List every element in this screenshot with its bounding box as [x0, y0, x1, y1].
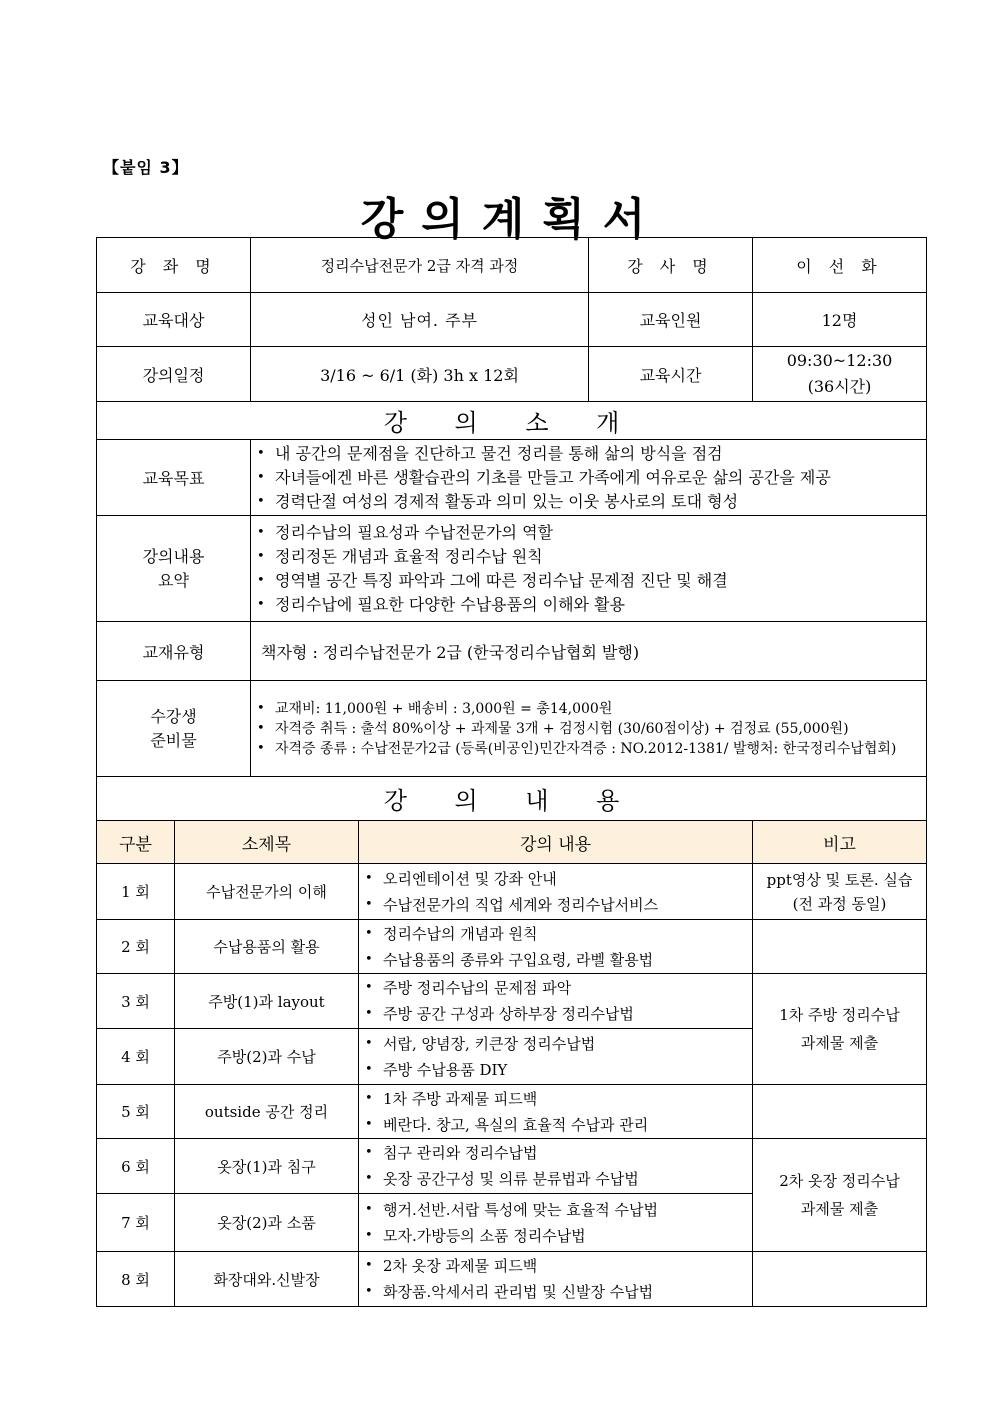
session-number: 4 회: [97, 1029, 175, 1085]
session-content: [359, 864, 753, 920]
summary-label-line1: 강의내용: [142, 546, 205, 566]
page-title: 강의계획서: [360, 194, 664, 245]
session-content: [359, 974, 753, 1029]
attachment-label: 【붙임 3】: [103, 158, 189, 177]
goal-label: 교육목표: [97, 440, 251, 516]
session-subtitle: 옷장(1)과 침구: [175, 1139, 359, 1194]
session-number: 3 회: [97, 974, 175, 1029]
prep-label-line2: 준비물: [150, 730, 197, 750]
session-item: • 2차 옷장 과제물 피드백: [383, 1253, 752, 1279]
prep-list: [251, 699, 926, 759]
summary-item: • 영역별 공간 특징 파악과 그에 따른 정리수납 문제점 진단 및 해결: [275, 569, 926, 593]
summary-label: [97, 516, 251, 622]
header-subtitle: 소제목: [175, 821, 359, 864]
session-content: [359, 920, 753, 974]
prep-item: • 자격증 종류 : 수납전문가2급 (등록(비공인)민간자격증 : NO.2012-1381/ 발행처: 한국정리수납협회): [275, 739, 926, 759]
session-number: 6 회: [97, 1139, 175, 1194]
prep-item: • 교재비: 11,000원 + 배송비 : 3,000원 = 총14,000원: [275, 699, 926, 719]
prep-label: [97, 681, 251, 777]
note-line1: ppt영상 및 토론. 실습: [766, 870, 913, 889]
session-item: • 서랍, 양념장, 키큰장 정리수납법: [383, 1031, 752, 1057]
session-item: • 행거.선반.서랍 특성에 맞는 효율적 수납법: [383, 1197, 752, 1223]
session-number: 1 회: [97, 864, 175, 920]
header-content: 강의 내용: [359, 821, 753, 864]
closet-note-line1: 2차 옷장 정리수납: [779, 1172, 900, 1190]
session-content: [359, 1252, 753, 1307]
headcount-label: 교육인원: [589, 293, 753, 347]
summary-item: • 정리수납에 필요한 다양한 수납용품의 이해와 활용: [275, 593, 926, 617]
session-subtitle: 주방(1)과 layout: [175, 974, 359, 1029]
header-note: 비고: [753, 821, 927, 864]
session-note-empty: [753, 1252, 927, 1307]
session-note-empty: [753, 1085, 927, 1139]
course-info-table: [96, 237, 927, 402]
session-content: [359, 1194, 753, 1252]
session-subtitle: 수납전문가의 이해: [175, 864, 359, 920]
closet-assignment-note: [753, 1139, 927, 1252]
prep-label-line1: 수강생: [150, 706, 197, 726]
session-note: [753, 864, 927, 920]
target-label: 교육대상: [97, 293, 251, 347]
session-item: • 수납전문가의 직업 세계와 정리수납서비스: [383, 892, 752, 918]
material-label: 교재유형: [97, 622, 251, 681]
summary-item: • 정리수납의 필요성과 수납전문가의 역할: [275, 521, 926, 545]
note-line2: (전 과정 동일): [792, 894, 887, 913]
session-number: 5 회: [97, 1085, 175, 1139]
session-number: 7 회: [97, 1194, 175, 1252]
course-intro-table: [96, 401, 927, 777]
summary-label-line2: 요약: [158, 570, 189, 590]
session-item: • 옷장 공간구성 및 의류 분류법과 수납법: [383, 1166, 752, 1192]
session-item: • 화장품.악세서리 관리법 및 신발장 수납법: [383, 1279, 752, 1305]
schedule-label: 강의일정: [97, 347, 251, 402]
content-section-title: 강 의 내 용: [97, 777, 927, 821]
goal-list: [251, 442, 926, 514]
session-number: 2 회: [97, 920, 175, 974]
kitchen-note-line2: 과제물 제출: [800, 1034, 879, 1052]
target-value: 성인 남여. 주부: [251, 293, 589, 347]
header-division: 구분: [97, 821, 175, 864]
summary-item: • 정리정돈 개념과 효율적 정리수납 원칙: [275, 545, 926, 569]
prep-item: • 자격증 취득 : 출석 80%이상 + 과제물 3개 + 검정시험 (30/60점이상) + 검정료 (55,000원): [275, 719, 926, 739]
session-number: 8 회: [97, 1252, 175, 1307]
time-value-total: (36시간): [807, 377, 872, 396]
kitchen-note-line1: 1차 주방 정리수납: [779, 1006, 900, 1024]
session-item: • 1차 주방 과제물 피드백: [383, 1086, 752, 1112]
table-row: [97, 1085, 927, 1139]
session-item: • 모자.가방등의 소품 정리수납법: [383, 1223, 752, 1249]
time-value: [753, 347, 927, 402]
session-subtitle: 옷장(2)과 소품: [175, 1194, 359, 1252]
time-value-hours: 09:30~12:30: [786, 351, 893, 370]
session-item: • 베란다. 창고, 욕실의 효율적 수납과 관리: [383, 1112, 752, 1138]
goal-item: • 경력단절 여성의 경제적 활동과 의미 있는 이웃 봉사로의 토대 형성: [275, 490, 926, 514]
summary-list: [251, 521, 926, 617]
goal-item: • 내 공간의 문제점을 진단하고 물건 정리를 통해 삶의 방식을 점검: [275, 442, 926, 466]
session-item: • 주방 수납용품 DIY: [383, 1057, 752, 1083]
session-item: • 오리엔테이션 및 강좌 안내: [383, 866, 752, 892]
headcount-value: 12명: [753, 293, 927, 347]
goal-cell: [251, 440, 927, 516]
course-content-table: [96, 776, 927, 1307]
table-row: [97, 1139, 927, 1194]
session-item: • 침구 관리와 정리수납법: [383, 1140, 752, 1166]
session-subtitle: outside 공간 정리: [175, 1085, 359, 1139]
course-name-value: 정리수납전문가 2급 자격 과정: [251, 238, 589, 293]
session-subtitle: 수납용품의 활용: [175, 920, 359, 974]
closet-note-line2: 과제물 제출: [800, 1200, 879, 1218]
session-subtitle: 화장대와.신발장: [175, 1252, 359, 1307]
intro-section-title: 강 의 소 개: [97, 402, 927, 440]
session-item: • 정리수납의 개념과 원칙: [383, 921, 752, 947]
material-value: 책자형 : 정리수납전문가 2급 (한국정리수납협회 발행): [251, 622, 927, 681]
session-subtitle: 주방(2)과 수납: [175, 1029, 359, 1085]
session-item: • 주방 정리수납의 문제점 파악: [383, 975, 752, 1001]
instructor-label: 강 사 명: [589, 238, 753, 293]
course-name-label: 강 좌 명: [97, 238, 251, 293]
instructor-value: 이 선 화: [753, 238, 927, 293]
session-content: [359, 1029, 753, 1085]
session-content: [359, 1139, 753, 1194]
goal-item: • 자녀들에겐 바른 생활습관의 기초를 만들고 가족에게 여유로운 삶의 공간을 제공: [275, 466, 926, 490]
session-item: • 수납용품의 종류와 구입요령, 라벨 활용법: [383, 947, 752, 973]
table-row: [97, 1252, 927, 1307]
kitchen-assignment-note: [753, 974, 927, 1085]
session-content: [359, 1085, 753, 1139]
time-label: 교육시간: [589, 347, 753, 402]
schedule-value: 3/16 ~ 6/1 (화) 3h x 12회: [251, 347, 589, 402]
table-row: [97, 864, 927, 920]
table-row: [97, 920, 927, 974]
session-item: • 주방 공간 구성과 상하부장 정리수납법: [383, 1001, 752, 1027]
summary-cell: [251, 516, 927, 622]
prep-cell: [251, 681, 927, 777]
session-note-empty: [753, 920, 927, 974]
table-row: [97, 974, 927, 1029]
